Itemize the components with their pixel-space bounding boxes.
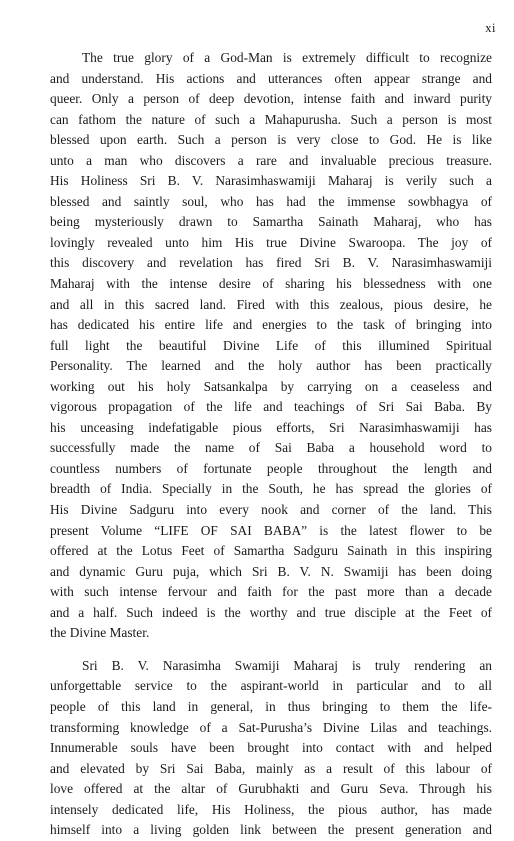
text-line: successfully made the name of Sai Baba a household word to (50, 440, 492, 456)
text-line: his unceasing indefatigable pious efforts, Sri Narasimhaswamiji has (50, 419, 492, 435)
text-line: countless numbers of fortunate people throughout the length and (50, 460, 492, 476)
text-line: unforgettable service to the aspirant-world in particular and to all (50, 678, 492, 694)
text-line: intensely dedicated life, His Holiness, the pious author, has made (50, 801, 492, 817)
text-line: working out his holy Satsankalpa by carrying on a ceaseless and (50, 378, 492, 394)
text-line: offered at the Lotus Feet of Samartha Sadguru Sainath in this inspiring (50, 543, 492, 559)
text-line: unto a man who discovers a rare and invaluable precious treasure. (50, 152, 492, 168)
text-line: Maharaj with the intense desire of sharing his blessedness with one (50, 276, 492, 292)
text-line: has dedicated his entire life and energies to the task of bringing into (50, 317, 492, 333)
paragraph-2 (50, 656, 492, 841)
text-line: with such intense fervour and faith for the past more than a decade (50, 584, 492, 600)
text-line: can fathom the nature of such a Mahapurusha. Such a person is most (50, 111, 492, 127)
text-line: Innumerable souls have been brought into contact with and helped (50, 740, 492, 756)
paragraph-1 (50, 48, 492, 644)
text-line: and a half. Such indeed is the worthy and true disciple at the Feet of (50, 604, 492, 620)
text-line: blessed and saintly soul, who has had the immense sowbhagya of (50, 193, 492, 209)
text-line: present Volume “LIFE OF SAI BABA” is the latest flower to be (50, 522, 492, 538)
text-line: love offered at the altar of Gurubhakti and Guru Seva. Through his (50, 781, 492, 797)
text-line: vigorous propagation of the life and teachings of Sri Sai Baba. By (50, 399, 492, 415)
text-line: and understand. His actions and utterances often appear strange and (50, 70, 492, 86)
text-line: being mysteriously drawn to Samartha Sainath Maharaj, who has (50, 214, 492, 230)
text-line: people of this land in general, in thus bringing to them the life- (50, 698, 492, 714)
text-line: breadth of India. Specially in the South, he has spread the glories of (50, 481, 492, 497)
text-line: and dynamic Guru puja, which Sri B. V. N. Swamiji has been doing (50, 563, 492, 579)
text-line: transforming knowledge of a Sat-Purusha’s Divine Lilas and teachings. (50, 719, 492, 735)
text-line: His Holiness Sri B. V. Narasimhaswamiji Maharaj is verily such a (50, 173, 492, 189)
text-line: The true glory of a God-Man is extremely difficult to recognize (82, 50, 492, 65)
text-line: and elevated by Sri Sai Baba, mainly as a result of this labour of (50, 760, 492, 776)
text-line: Sri B. V. Narasimha Swamiji Maharaj is truly rendering an (82, 657, 492, 673)
text-line: himself into a living golden link between the present generation and (50, 822, 492, 838)
text-line: blessed upon earth. Such a person is very close to God. He is like (50, 132, 492, 148)
text-line: Personality. The learned and the holy author has been practically (50, 358, 492, 374)
text-line: lovingly revealed unto him His true Divine Swaroopa. The joy of (50, 234, 492, 250)
text-line: His Divine Sadguru into every nook and corner of the land. This (50, 502, 492, 518)
text-line: this discovery and revelation has fired Sri B. V. Narasimhaswamiji (50, 255, 492, 271)
text-line: queer. Only a person of deep devotion, intense faith and inward purity (50, 91, 492, 107)
text-line: the Divine Master. (50, 625, 150, 641)
page-number: xi (485, 21, 496, 35)
body-text (50, 48, 492, 841)
text-line: full light the beautiful Divine Life of this illumined Spiritual (50, 337, 492, 353)
text-line: and all in this sacred land. Fired with this zealous, pious desire, he (50, 296, 492, 312)
